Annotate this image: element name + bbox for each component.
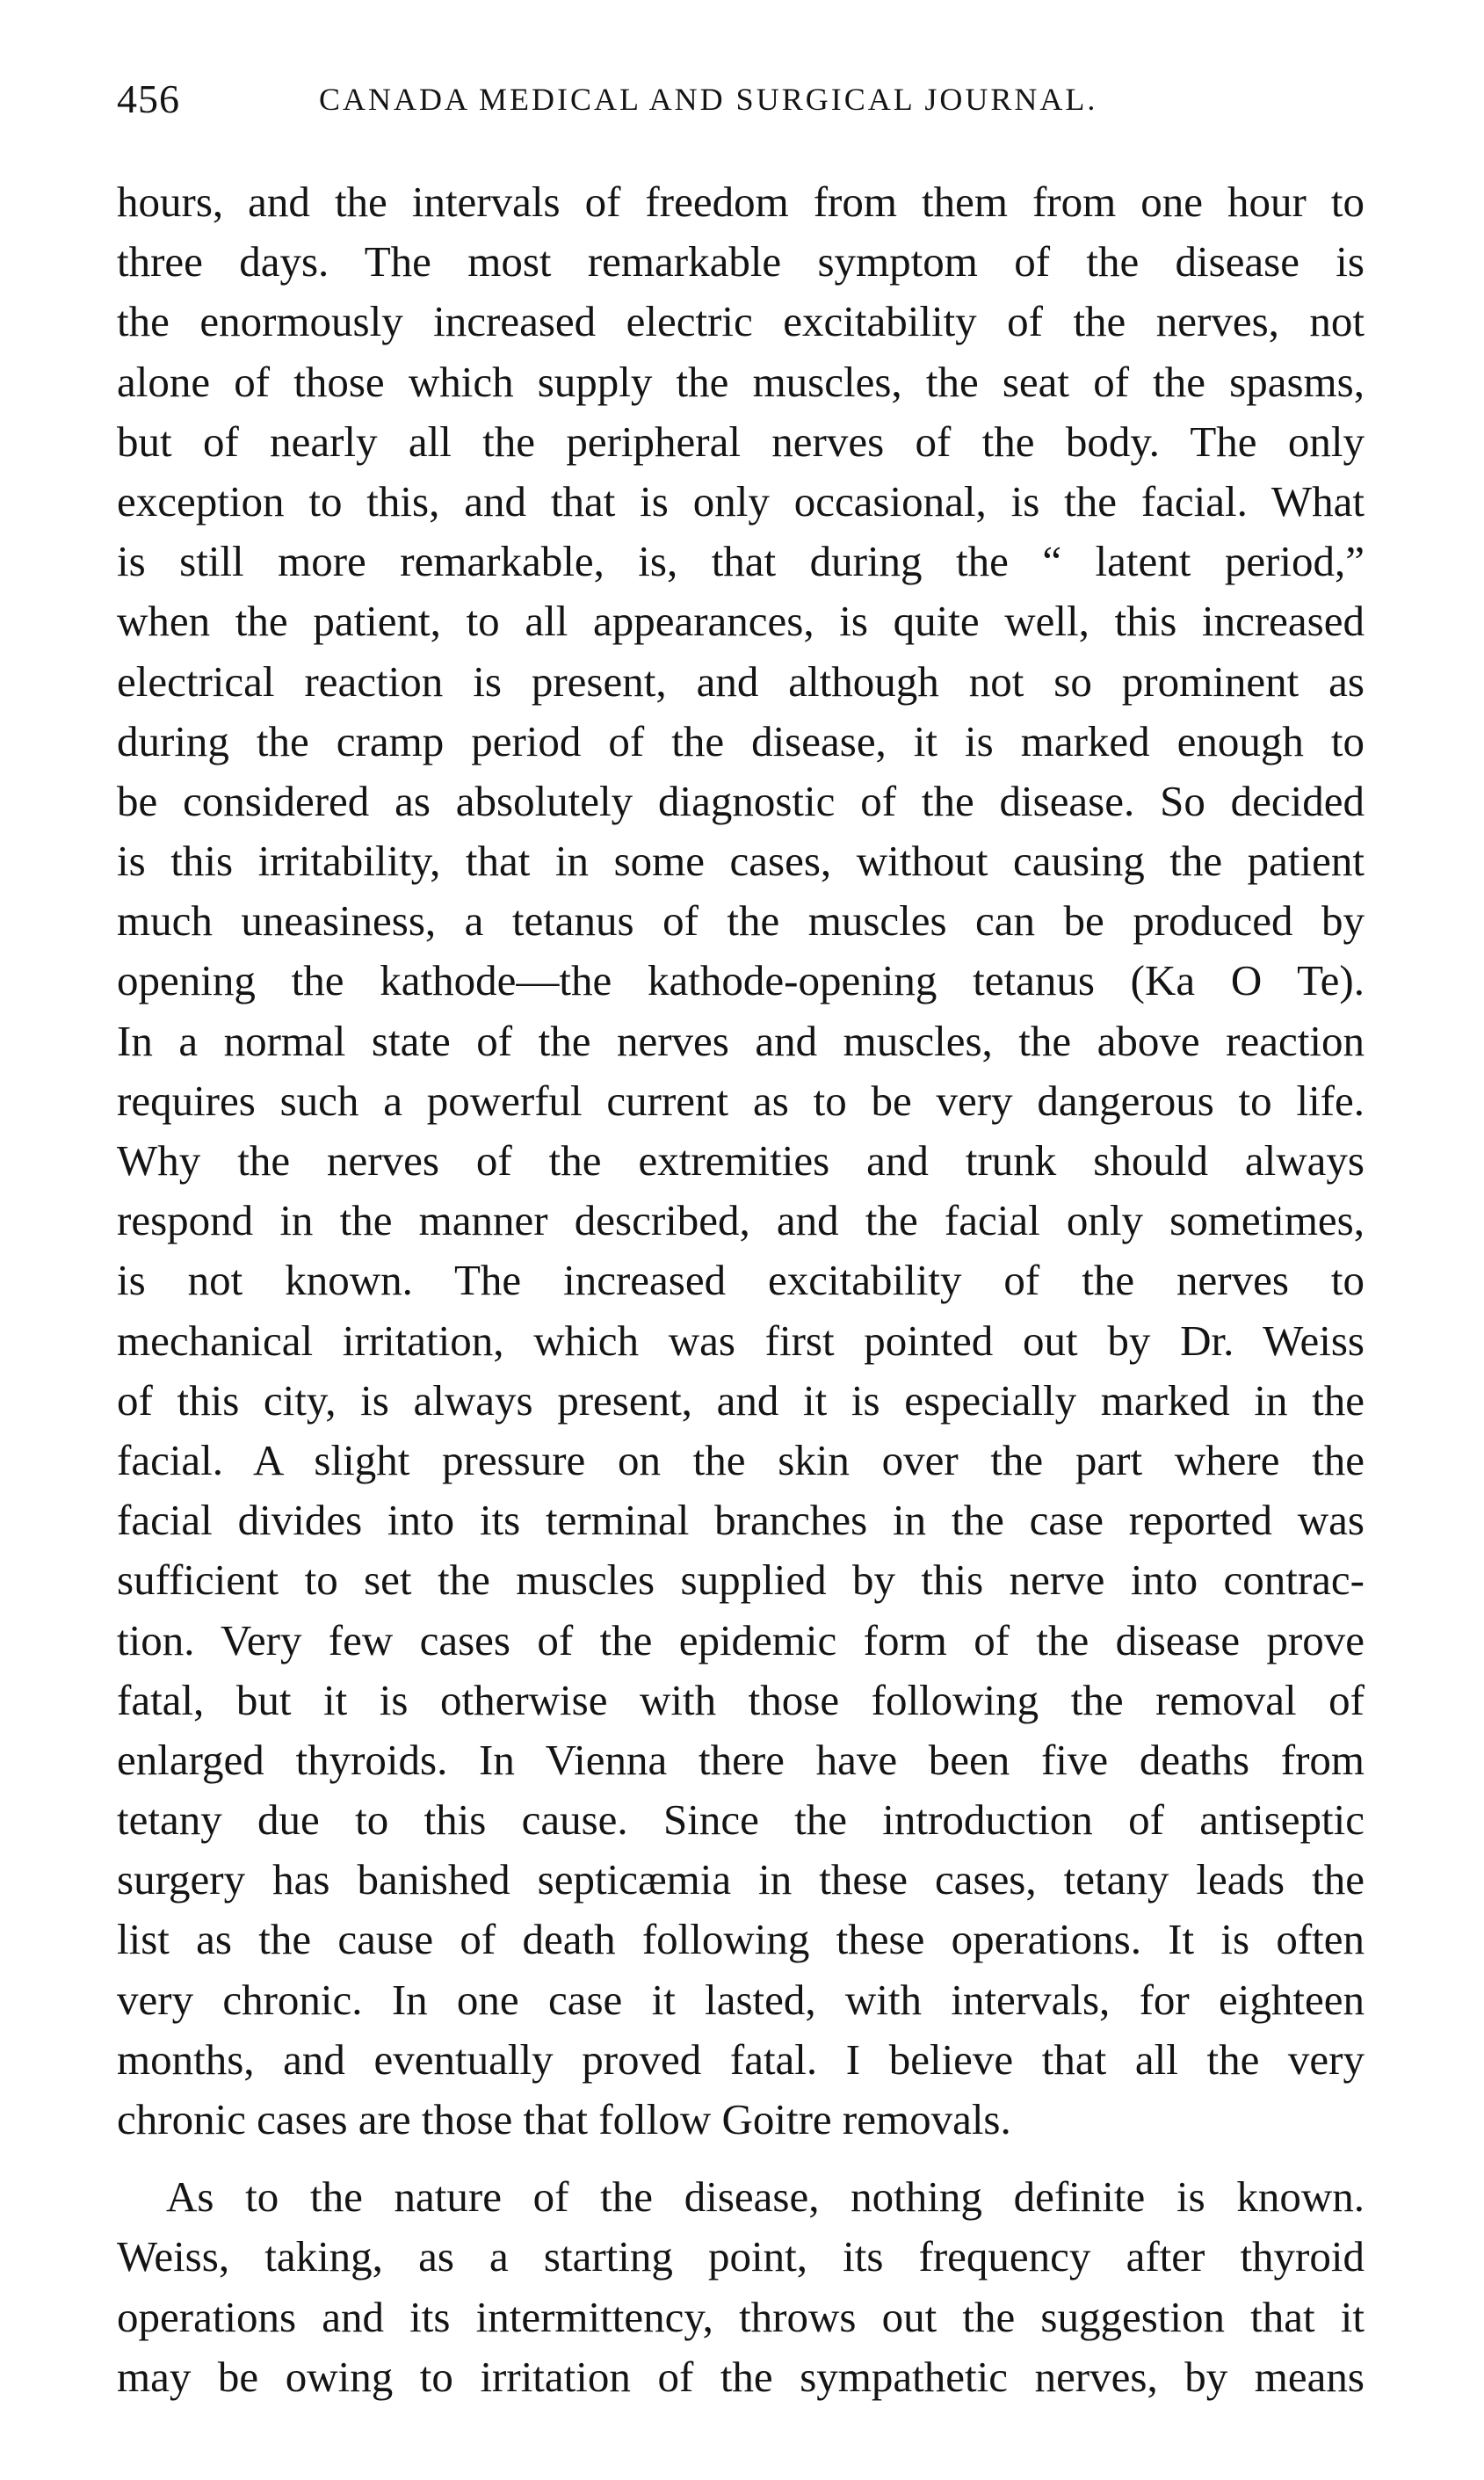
text-line: opening the kathode—the kathode-opening tetanus (Ka O Te).: [117, 956, 1365, 1005]
text-line: requires such a powerful current as to be very dangerous to life.: [117, 1076, 1365, 1125]
text-line: surgery has banished septicæmia in these cases, tetany leads the: [117, 1855, 1365, 1904]
text-line: enlarged thyroids. In Vienna there have been five deaths from: [117, 1735, 1365, 1784]
text-line: mechanical irritation, which was first pointed out by Dr. Weiss: [117, 1316, 1365, 1365]
text-line: months, and eventually proved fatal. I believe that all the very: [117, 2034, 1365, 2084]
text-line: exception to this, and that is only occasional, is the facial. What: [117, 476, 1365, 526]
text-line: three days. The most remarkable symptom of the disease is: [117, 237, 1365, 286]
text-line: facial. A slight pressure on the skin over the part where the: [117, 1435, 1365, 1484]
text-line: during the cramp period of the disease, it is marked enough to: [117, 716, 1365, 765]
text-line: but of nearly all the peripheral nerves of the body. The only: [117, 417, 1365, 466]
text-line: Weiss, taking, as a starting point, its frequency after thyroid: [117, 2232, 1365, 2281]
text-line: sufficient to set the muscles supplied by this nerve into contrac-: [117, 1555, 1365, 1605]
text-line: is this irritability, that in some cases, without causing the patient: [117, 837, 1365, 886]
text-line: much uneasiness, a tetanus of the muscles can be produced by: [117, 896, 1365, 946]
text-line: is not known. The increased excitability of the nerves to: [117, 1256, 1365, 1305]
text-line: respond in the manner described, and the facial only sometimes,: [117, 1196, 1365, 1245]
text-line: Why the nerves of the extremities and trunk should always: [117, 1136, 1365, 1185]
text-line: alone of those which supply the muscles, the seat of the spasms,: [117, 357, 1365, 406]
page-header: [117, 76, 1382, 137]
text-line: when the patient, to all appearances, is quite well, this increased: [117, 597, 1365, 646]
text-line: tion. Very few cases of the epidemic form of the disease prove: [117, 1615, 1365, 1664]
running-head: CANADA MEDICAL AND SURGICAL JOURNAL.: [319, 82, 1098, 117]
text-line: operations and its intermittency, throws out the suggestion that it: [117, 2292, 1365, 2341]
paragraph-gap: [117, 2150, 1365, 2167]
text-line: facial divides into its terminal branches in the case reported was: [117, 1496, 1365, 1545]
text-line: hours, and the intervals of freedom from them from one hour to: [117, 178, 1365, 226]
text-line: of this city, is always present, and it is especially marked in the: [117, 1375, 1365, 1425]
text-line: fatal, but it is otherwise with those following the removal of: [117, 1675, 1365, 1724]
text-line: electrical reaction is present, and although not so prominent as: [117, 656, 1365, 706]
text-line: As to the nature of the disease, nothing definite is known.: [166, 2172, 1365, 2222]
paragraph: [117, 2167, 1365, 2407]
body-text: [117, 172, 1365, 2407]
text-line: the enormously increased electric excitability of the nerves, not: [117, 297, 1365, 346]
text-line: is still more remarkable, is, that during the “ latent period,”: [117, 537, 1365, 586]
text-line: list as the cause of death following these operations. It is often: [117, 1915, 1365, 1964]
text-line: In a normal state of the nerves and muscles, the above reaction: [117, 1016, 1365, 1065]
paragraph: [117, 172, 1365, 2150]
text-line: tetany due to this cause. Since the introduction of antiseptic: [117, 1795, 1365, 1845]
text-line: be considered as absolutely diagnostic of the disease. So decided: [117, 776, 1365, 825]
page-number: 456: [117, 76, 180, 121]
text-line: chronic cases are those that follow Goitre removals.: [117, 2095, 1011, 2143]
text-line: may be owing to irritation of the sympathetic nerves, by means: [117, 2352, 1365, 2401]
text-line: very chronic. In one case it lasted, with intervals, for eighteen: [117, 1975, 1365, 2024]
